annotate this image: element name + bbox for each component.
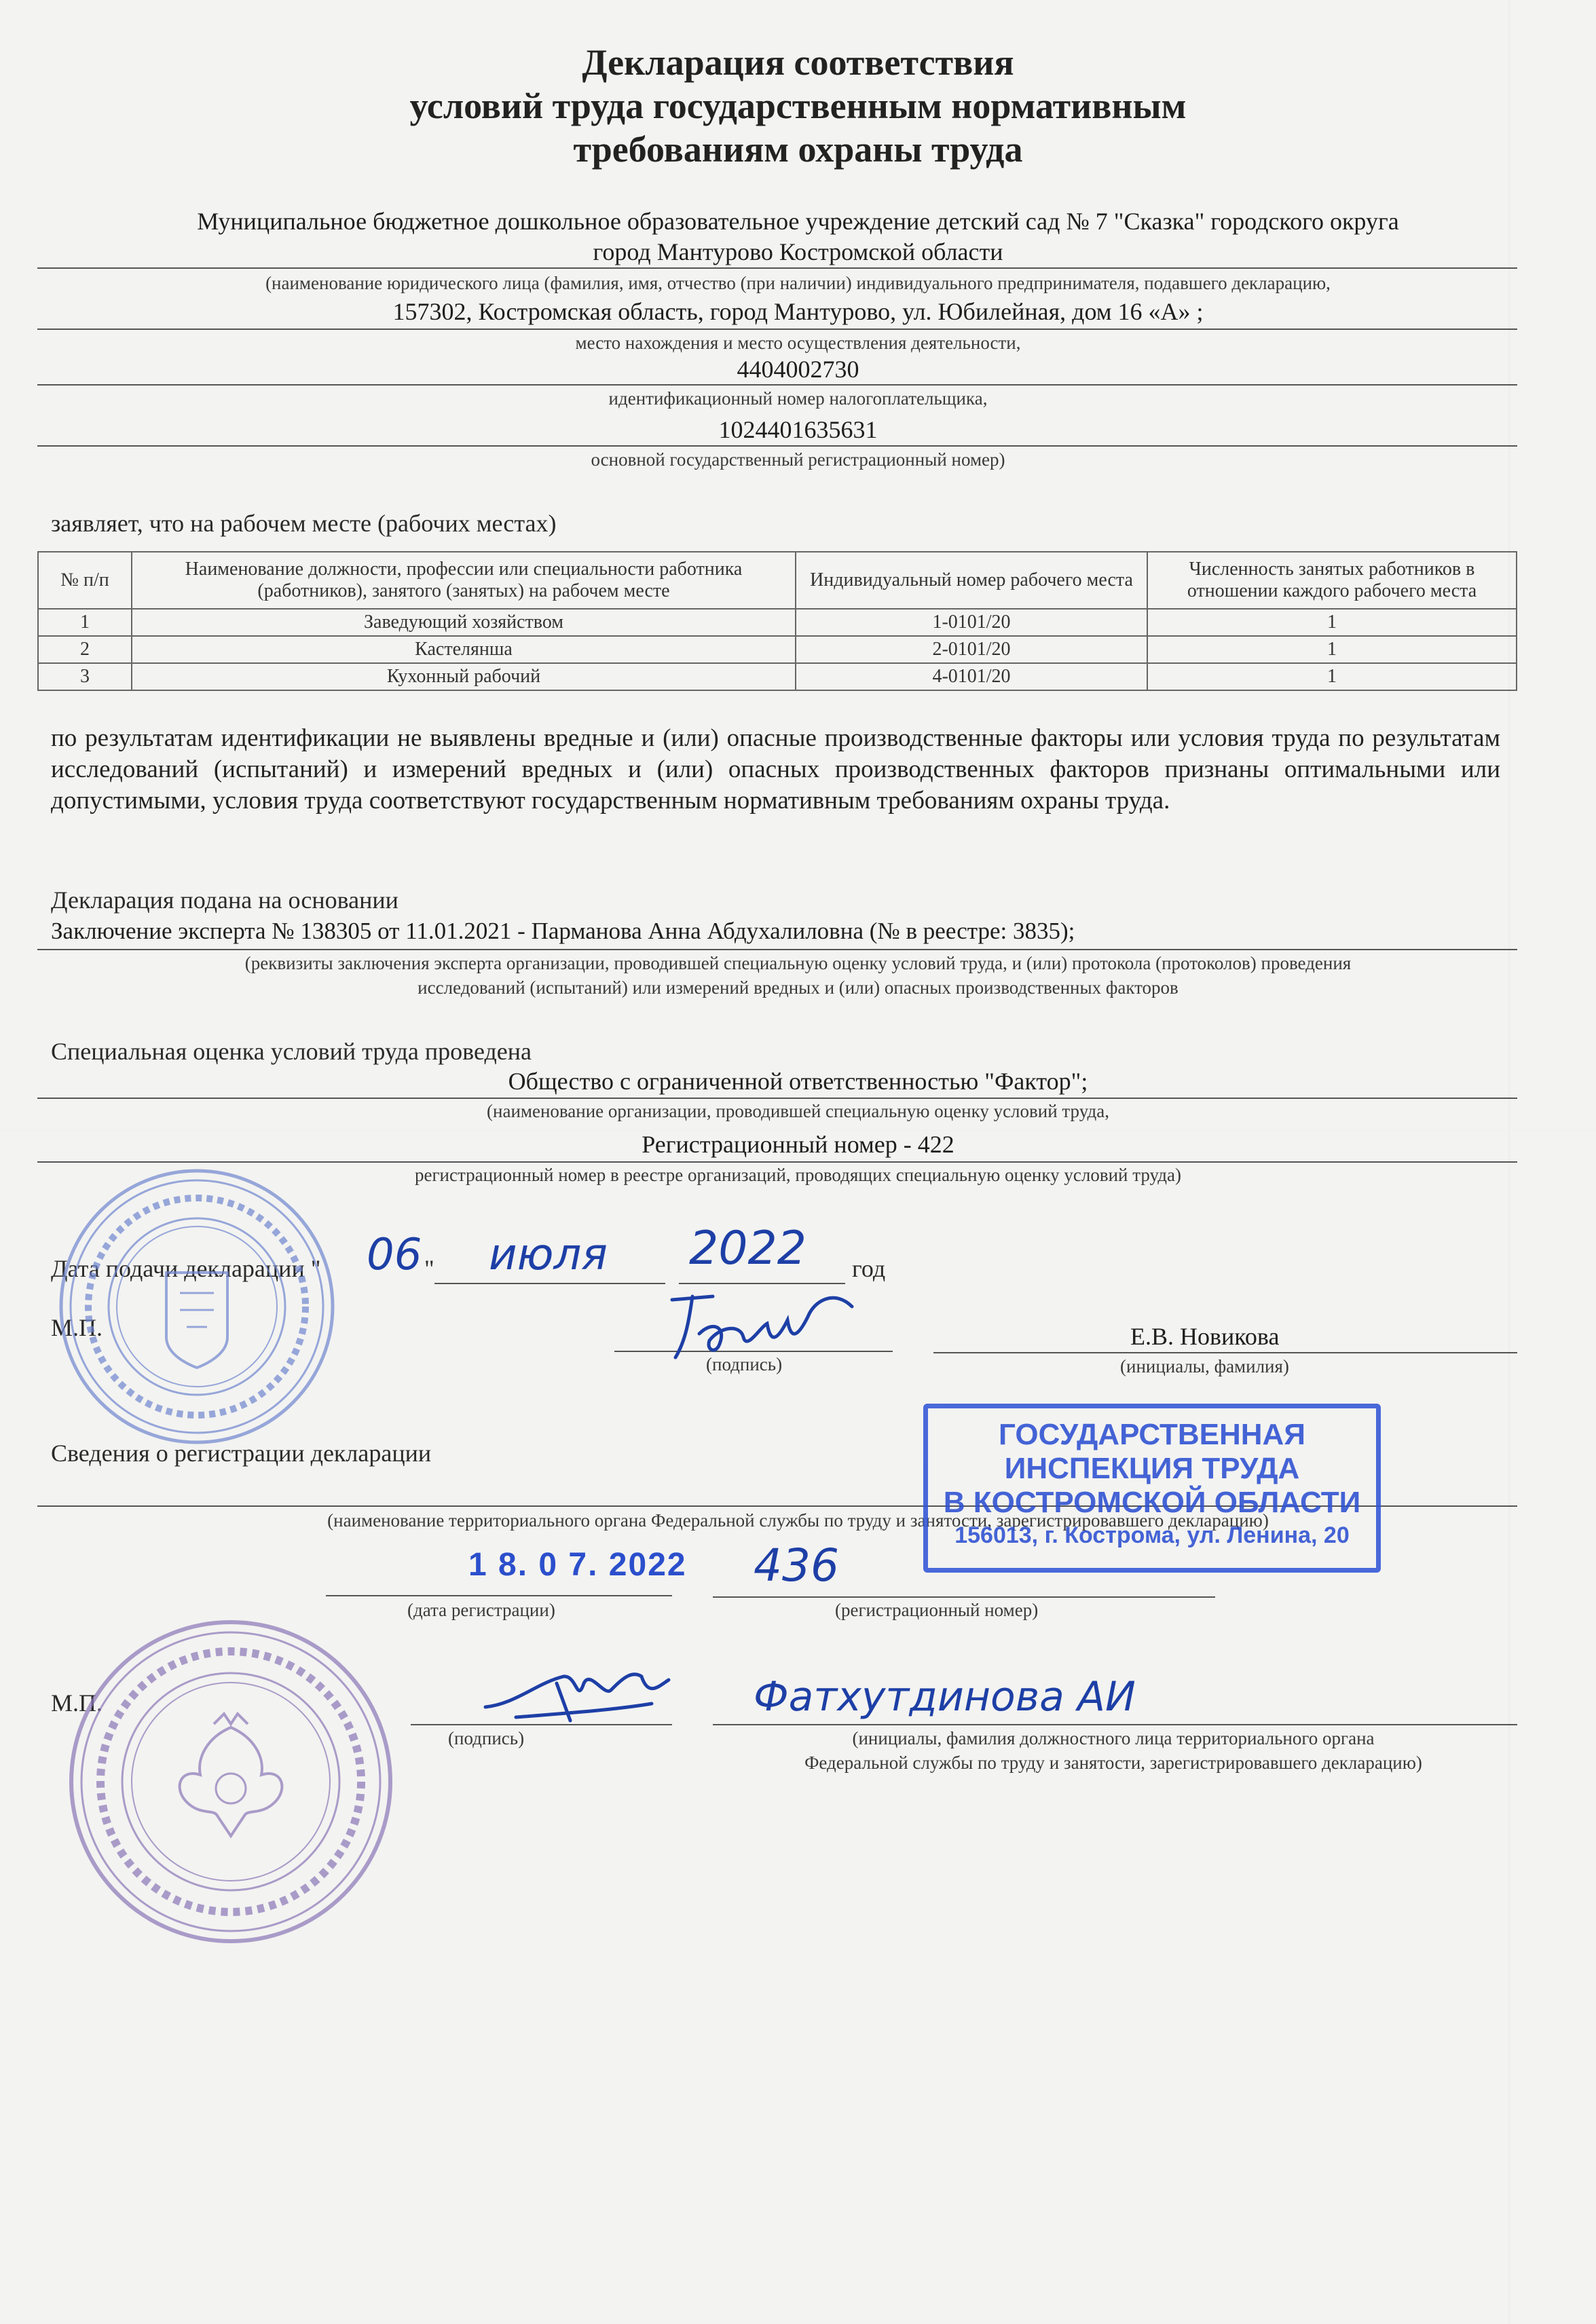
table-cell: 1 xyxy=(1147,609,1517,636)
stamp-line-4: 156013, г. Кострома, ул. Ленина, 20 xyxy=(954,1522,1350,1548)
table-cell: Заведующий хозяйством xyxy=(132,609,796,636)
table-header-position: Наименование должности, профессии или специальности работника (работников), занятого (занятых) на рабочем месте xyxy=(132,552,796,609)
table-header-number: № п/п xyxy=(38,552,132,609)
applicant-name-line-2: город Мантурово Костромской области xyxy=(593,238,1003,265)
submitter-mp-label: М.П. xyxy=(51,1314,103,1341)
applicant-address-hint: место нахождения и место осуществления деятельности, xyxy=(575,333,1021,353)
basis-hint-line-1: (реквизиты заключения эксперта организации, проводившей специальную оценку условий труда, и (или) протокола (протоколов) проведения xyxy=(244,953,1352,973)
assessment-org-hint: (наименование организации, проводившей специальную оценку условий труда, xyxy=(487,1101,1109,1121)
applicant-address: 157302, Костромская область, город Мантурово, ул. Юбилейная, дом 16 «А» ; xyxy=(392,298,1204,325)
table-cell: 1 xyxy=(1147,636,1517,663)
labor-inspection-stamp xyxy=(923,1404,1381,1573)
handwritten-month: июля xyxy=(489,1230,608,1280)
table-cell: 1 xyxy=(1147,663,1517,690)
submitter-signature-hint: (подпись) xyxy=(706,1354,783,1374)
underline-registration-number xyxy=(713,1596,1215,1598)
table-row xyxy=(38,663,1517,690)
submission-date-quote: " xyxy=(424,1255,434,1282)
workplaces-table xyxy=(37,551,1517,691)
applicant-ogrn: 1024401635631 xyxy=(718,416,878,443)
organization-round-seal xyxy=(54,1164,339,1449)
submission-date-label: Дата подачи декларации " xyxy=(51,1255,321,1282)
document-title xyxy=(0,41,1596,171)
official-signature xyxy=(475,1656,679,1731)
basis-hint-line-2: исследований (испытаний) или измерений вредных и (или) опасных производственных факторов xyxy=(417,977,1179,998)
submitter-name-hint: (инициалы, фамилия) xyxy=(1120,1356,1289,1376)
registration-org-hint: (наименование территориального органа Федеральной службы по труду и занятости, зарегистрировавшего декларацию) xyxy=(327,1510,1269,1531)
registration-number-hint: (регистрационный номер) xyxy=(835,1600,1039,1620)
table-header-employee-count: Численность занятых работников в отношении каждого рабочего места xyxy=(1147,552,1517,609)
table-header-row xyxy=(38,552,1517,609)
underline-applicant xyxy=(37,267,1517,269)
assessment-org: Общество с ограниченной ответственностью "Фактор"; xyxy=(508,1068,1088,1095)
underline-official-signature xyxy=(411,1724,672,1725)
official-hint-line-2: Федеральной службы по труду и занятости, зарегистрировавшего декларацию) xyxy=(804,1753,1422,1773)
declares-text: заявляет, что на рабочем месте (рабочих местах) xyxy=(51,510,557,537)
handwritten-registration-number: 436 xyxy=(754,1539,839,1592)
underline-inn xyxy=(37,384,1517,386)
assessment-reg-hint: регистрационный номер в реестре организаций, проводящих специальную оценку условий труда) xyxy=(414,1165,1182,1185)
applicant-inn-hint: идентификационный номер налогоплательщика, xyxy=(608,388,988,409)
table-cell: Кухонный рабочий xyxy=(132,663,796,690)
applicant-inn: 4404002730 xyxy=(737,356,859,383)
title-line-1: Декларация соответствия xyxy=(582,42,1014,83)
conclusion-paragraph: по результатам идентификации не выявлены вредные и (или) опасные производственные факторы или условия труда по результатам исследований (испытаний) и измерений вредных и (или) опасных производственных факторов признаны оптимальными или допустимыми, условия труда соответствуют государственным нормативным требованиям охраны труда. xyxy=(51,724,1500,814)
underline-submitter-name xyxy=(933,1352,1517,1353)
registration-label: Сведения о регистрации декларации xyxy=(51,1440,432,1467)
title-line-2: условий труда государственным нормативным xyxy=(409,86,1187,126)
federal-service-round-seal xyxy=(61,1612,401,1951)
applicant-ogrn-hint: основной государственный регистрационный номер) xyxy=(591,449,1005,470)
table-row xyxy=(38,609,1517,636)
registration-date-stamp: 1 8. 0 7. 2022 xyxy=(468,1547,687,1583)
registration-date-hint: (дата регистрации) xyxy=(407,1600,555,1620)
assessment-reg-number: Регистрационный номер - 422 xyxy=(642,1131,954,1158)
table-cell: 4-0101/20 xyxy=(796,663,1147,690)
stamp-line-3: В КОСТРОМСКОЙ ОБЛАСТИ xyxy=(943,1486,1361,1519)
underline-assessment-org xyxy=(37,1098,1517,1099)
underline-basis xyxy=(37,949,1517,950)
basis-value: Заключение эксперта № 138305 от 11.01.2021 - Парманова Анна Абдухалиловна (№ в реестре: 3835); xyxy=(51,918,1075,944)
title-line-3: требованиям охраны труда xyxy=(573,129,1023,170)
table-cell: Кастелянша xyxy=(132,636,796,663)
underline-official-name xyxy=(713,1724,1517,1725)
underline-year xyxy=(679,1283,845,1284)
applicant-name-line-1: Муниципальное бюджетное дошкольное образовательное учреждение детский сад № 7 "Сказка" городского округа xyxy=(197,208,1399,235)
year-suffix: год xyxy=(852,1255,886,1282)
underline-registration-date xyxy=(326,1595,672,1596)
table-cell: 2 xyxy=(38,636,132,663)
table-cell: 1 xyxy=(38,609,132,636)
table-cell: 1-0101/20 xyxy=(796,609,1147,636)
underline-address xyxy=(37,329,1517,330)
official-signature-hint: (подпись) xyxy=(448,1728,525,1748)
handwritten-day: 06 xyxy=(367,1230,422,1280)
underline-month xyxy=(434,1283,665,1284)
table-cell: 2-0101/20 xyxy=(796,636,1147,663)
registration-mp-label: М.П. xyxy=(51,1689,103,1717)
applicant-name-hint: (наименование юридического лица (фамилия, имя, отчество (при наличии) индивидуального предпринимателя, подавшего декларацию, xyxy=(265,273,1331,293)
table-header-workplace-id: Индивидуальный номер рабочего места xyxy=(796,552,1147,609)
assessment-label: Специальная оценка условий труда проведена xyxy=(51,1038,532,1065)
stamp-line-1: ГОСУДАРСТВЕННАЯ xyxy=(999,1418,1305,1451)
table-row xyxy=(38,636,1517,663)
underline-assessment-reg xyxy=(37,1161,1517,1163)
underline-ogrn xyxy=(37,445,1517,447)
table-cell: 3 xyxy=(38,663,132,690)
handwritten-year: 2022 xyxy=(689,1222,807,1275)
submitter-name: Е.В. Новикова xyxy=(1130,1323,1280,1350)
official-hint-line-1: (инициалы, фамилия должностного лица территориального органа xyxy=(852,1728,1375,1748)
handwritten-official-name: Фатхутдинова АИ xyxy=(754,1673,1136,1721)
stamp-line-2: ИНСПЕКЦИЯ ТРУДА xyxy=(1004,1452,1300,1485)
basis-label: Декларация подана на основании xyxy=(51,886,398,914)
